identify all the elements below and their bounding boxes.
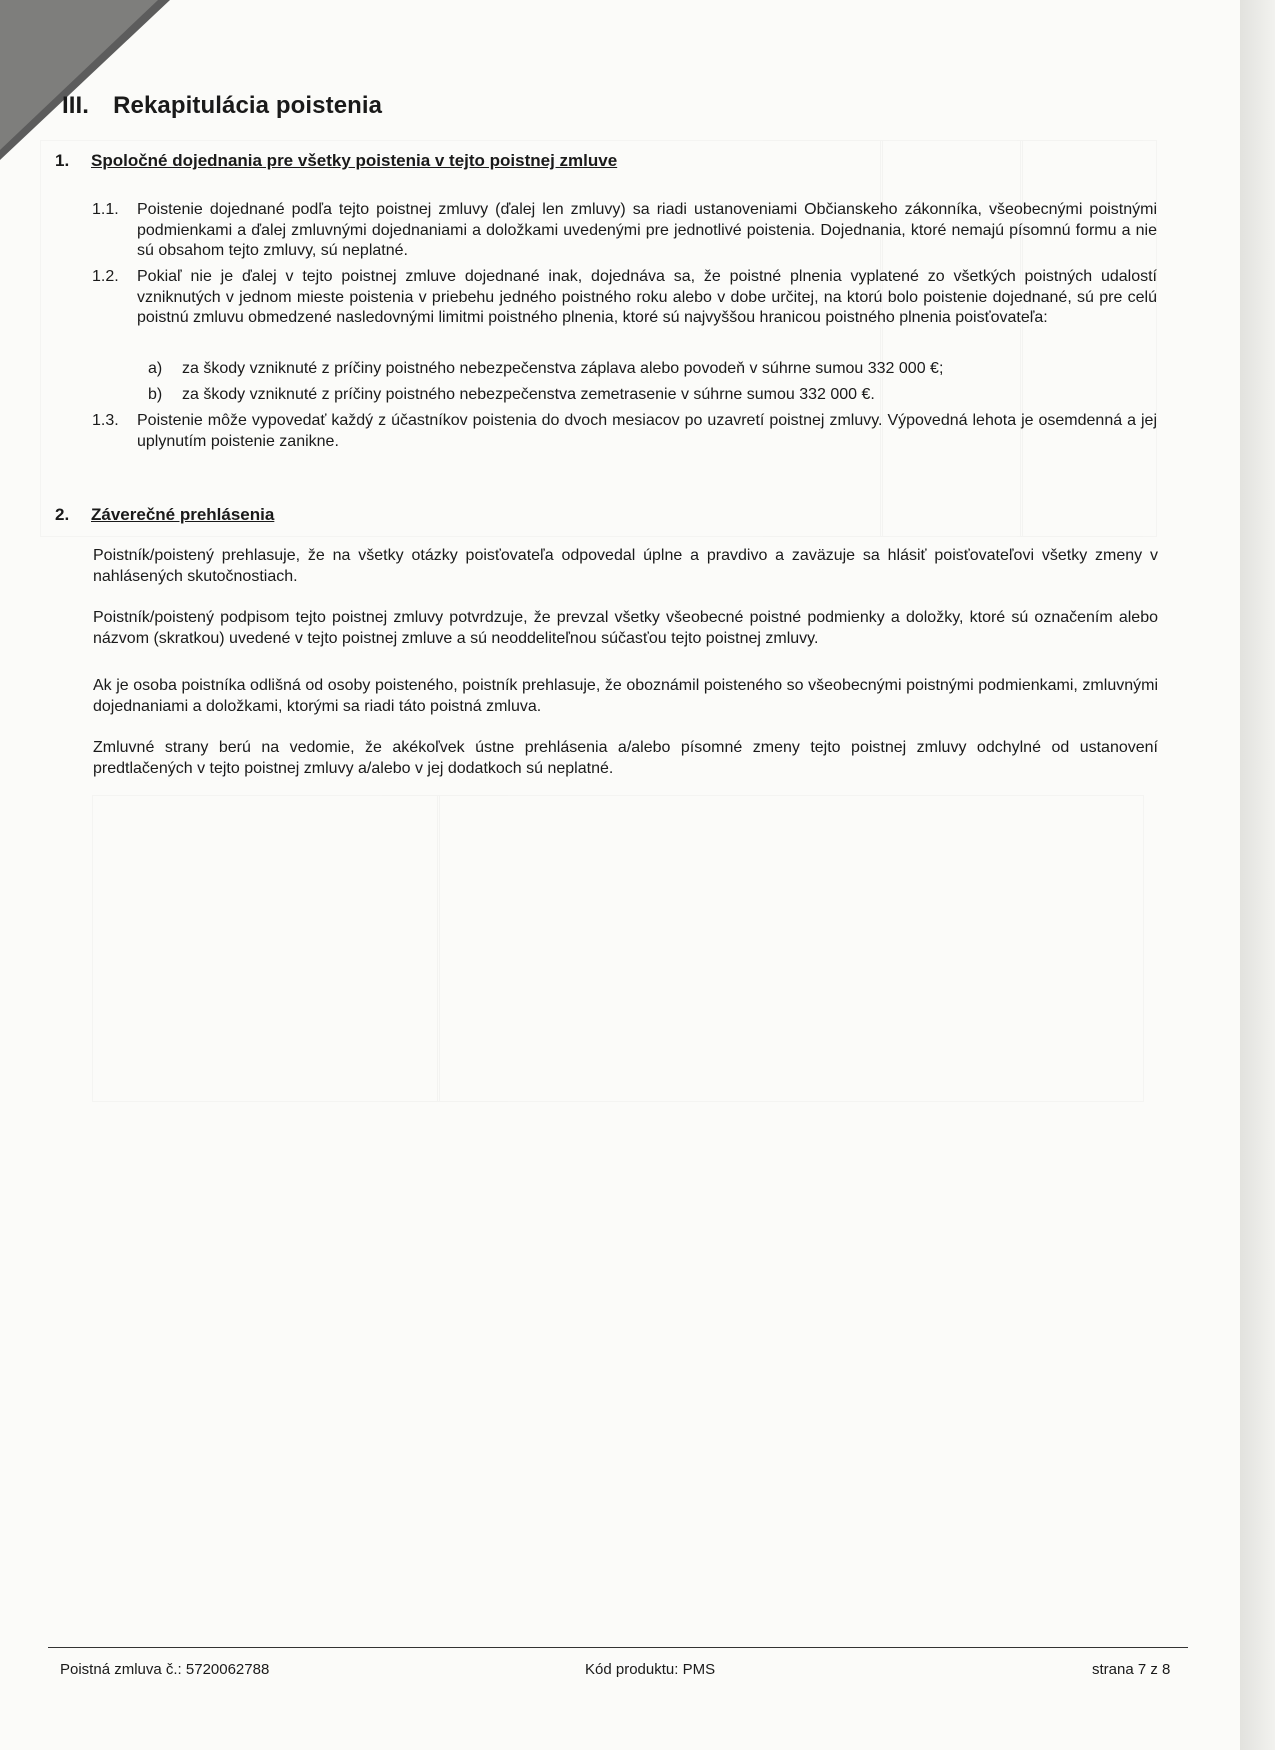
footer-contract-number: Poistná zmluva č.: 5720062788 [60, 1661, 270, 1678]
footer-product-code: Kód produktu: PMS [585, 1661, 716, 1678]
limit-item-b [148, 385, 875, 405]
section-1-number: 1. [55, 151, 70, 170]
clause-text: Pokiaľ nie je ďalej v tejto poistnej zmluve dojednané inak, dojednáva sa, že poistné plnenia vyplatené zo všetkých poistných udalostí vzniknutých v jednom mieste poistenia v priebehu jedného poistného roku alebo v dobe určitej, na ktorú bolo poistenie dojednané, sú pre celú poistnú zmluvu obmedzené nasledovnými limitmi poistného plnenia, ktoré sú najvyššou hranicou poistného plnenia poisťovateľa: [137, 268, 1157, 326]
footer-divider [48, 1647, 1188, 1648]
declaration-paragraph: Ak je osoba poistníka odlišná od osoby poisteného, poistník prehlasuje, že oboznámil poisteného so všeobecnými poistnými podmienkami, zmluvnými dojednaniami a doložkami, ktorými sa riadi táto poistná zmluva. [93, 677, 1158, 715]
clause-1-1 [92, 200, 1157, 262]
limit-text: za škody vzniknuté z príčiny poistného nebezpečenstva záplava alebo povodeň v súhrne sumou 332 000 €; [182, 360, 944, 377]
heading-title: Rekapitulácia poistenia [113, 92, 383, 119]
footer-page-number: strana 7 z 8 [1092, 1661, 1171, 1678]
section-1-title-text: Spoločné dojednania pre všetky poistenia v tejto poistnej zmluve [91, 151, 618, 170]
clause-text: Poistenie môže vypovedať každý z účastníkov poistenia do dvoch mesiacov po uzavretí poistnej zmluvy. Výpovedná lehota je osemdenná a jej uplynutím poistenie zanikne. [137, 412, 1157, 450]
section-1-title [55, 151, 617, 171]
page-heading [62, 92, 382, 120]
section-2-number: 2. [55, 505, 70, 524]
heading-roman-numeral: III. [62, 92, 90, 119]
clause-number: 1.1. [92, 201, 119, 218]
declaration-paragraph: Zmluvné strany berú na vedomie, že akékoľvek ústne prehlásenia a/alebo písomné zmeny tejto poistnej zmluvy odchylné od ustanovení predtlačených v tejto poistnej zmluvy a/alebo v jej dodatkoch sú neplatné. [93, 739, 1158, 777]
limit-item-a [148, 359, 943, 379]
limit-letter: a) [148, 360, 163, 377]
declaration-paragraph: Poistník/poistený podpisom tejto poistnej zmluvy potvrdzuje, že prevzal všetky všeobecné poistné podmienky a doložky, ktoré sú označením alebo názvom (skratkou) uvedené v tejto poistnej zmluve a sú neoddeliteľnou súčasťou tejto poistnej zmluvy. [93, 609, 1158, 647]
limit-letter: b) [148, 386, 163, 403]
clause-text: Poistenie dojednané podľa tejto poistnej zmluvy (ďalej len zmluvy) sa riadi ustanoveniami Občianskeho zákonníka, všeobecnými poistnými podmienkami a ďalej zmluvnými dojednaniami a doložkami uvedenými pre jednotlivé poistenia. Dojednania, ktoré nemajú písomnú formu a nie sú obsahom tejto zmluvy, sú neplatné. [137, 201, 1157, 259]
section-2-title-text: Záverečné prehlásenia [91, 505, 275, 524]
page-edge [1240, 0, 1275, 1750]
clause-1-3 [92, 411, 1157, 452]
declaration-paragraph: Poistník/poistený prehlasuje, že na všetky otázky poisťovateľa odpovedal úplne a pravdivo a zaväzuje sa hlásiť poisťovateľovi všetky zmeny v nahlásených skutočnostiach. [93, 547, 1158, 585]
folded-corner-shade [0, 0, 158, 150]
section-2-title [55, 505, 274, 525]
clause-1-2 [92, 267, 1157, 329]
limit-text: za škody vzniknuté z príčiny poistného nebezpečenstva zemetrasenie v súhrne sumou 332 000 €. [182, 386, 875, 403]
bleed-through-table-bottom [92, 795, 1147, 1105]
clause-number: 1.2. [92, 268, 119, 285]
clause-number: 1.3. [92, 412, 119, 429]
